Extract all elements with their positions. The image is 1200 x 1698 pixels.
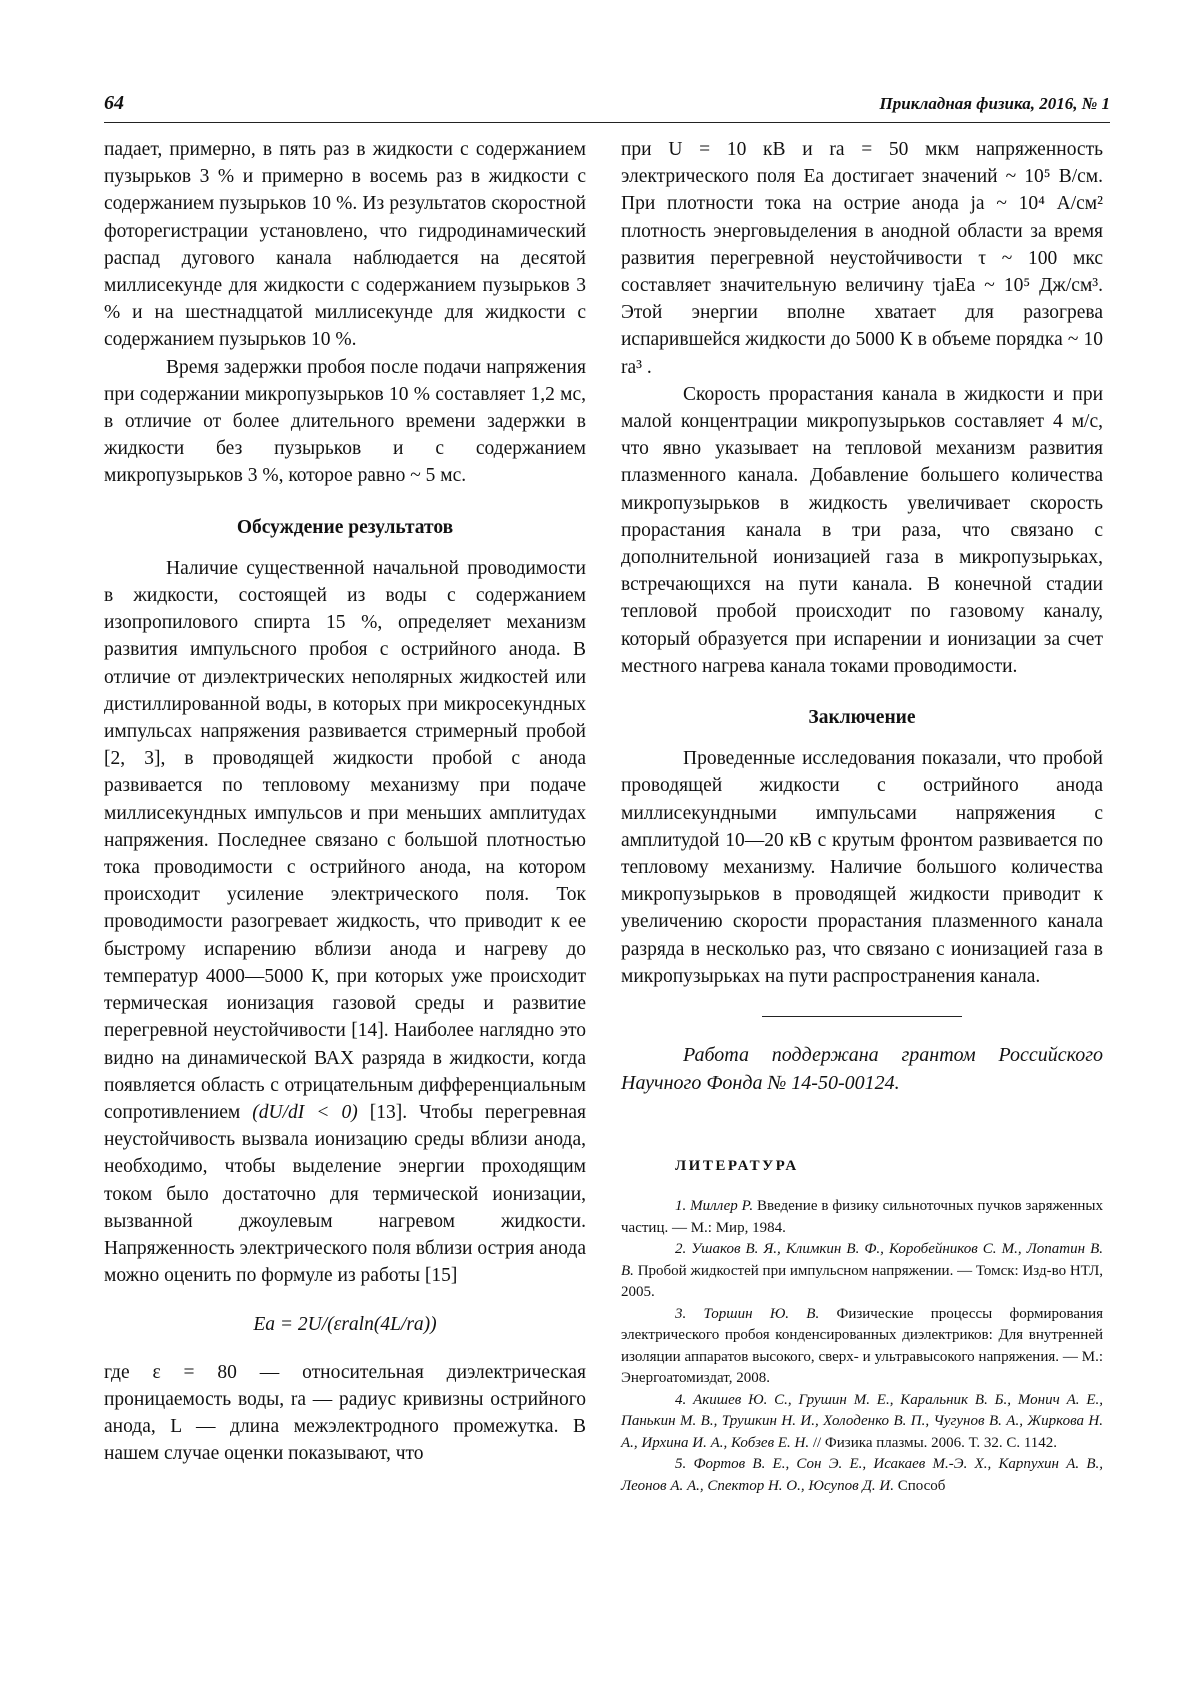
paragraph-text: Наличие существенной начальной проводимости в жидкости, состоящей из воды с содержанием изопропилового спирта 15 %, определяет механизм развития импульсного пробоя с острийного анода. В отличие от диэлектрических неполярных жидкостей или дистиллированной воды, в которых при микросекундных импульсах напряжения развивается стримерный пробой [2, 3], в проводящей жидкости пробой с анода развивается по тепловому механизму при подаче миллисекундных импульсов и при меньших амплитудах напряжения. Последнее связано с большой плотностью тока проводимости с острийного анода, на котором происходит усиление электрического поля. Ток проводимости разогревает жидкость, что приводит к ее быстрому испарению вблизи анода и нагреву до температур 4000—5000 К, при которых уже происходит термическая ионизация газовой среды и развитие перегревной неустойчивости [14]. Наиболее наглядно это видно на динамической ВАХ разряда в жидкости, когда появляется область с отрицательным дифференциальным сопротивлением [104, 557, 586, 1123]
literature-heading: ЛИТЕРАТУРА [675, 1158, 799, 1175]
reference-authors: 1. Миллер Р. [675, 1198, 754, 1215]
journal-title: Прикладная физика, 2016, № 1 [879, 94, 1110, 113]
left-column [104, 136, 586, 1467]
reference-item [621, 1454, 1103, 1497]
right-column [621, 136, 1103, 1497]
page-number: 64 [104, 92, 124, 114]
running-head [104, 92, 1110, 123]
reference-text: Физические процессы формирования электрического пробоя конденсированных диэлектриков: Для внутренней изоляции аппаратов высокого, сверх- и ультравысокого напряжения. — М.: Энергоатомиздат, 2008. [621, 1305, 1103, 1387]
reference-text: // Физика плазмы. 2006. Т. 32. С. 1142. [812, 1434, 1058, 1451]
paragraph: при U = 10 кВ и ra = 50 мкм напряженность электрического поля Ea достигает значений ~ 10⁵ В/см. При плотности тока на острие анода ja ~ 10⁴ А/см² плотность энерговыделения в анодной области за время развития перегревной неустойчивости τ ~ 100 мкс составляет значительную величину τjaEa ~ 10⁵ Дж/см³. Этой энергии вполне хватает для разогрева испарившейся жидкости до 5000 К в объеме порядка ~ 10 ra³ . [621, 139, 1103, 378]
reference-item [621, 1196, 1103, 1239]
reference-text: Введение в физику сильноточных пучков заряженных частиц. — М.: Мир, 1984. [621, 1198, 1103, 1236]
paragraph: Проведенные исследования показали, что пробой проводящей жидкости с острийного анода миллисекундными импульсами напряжения с амплитудой 10—20 кВ с крутым фронтом развивается по тепловому механизму. Наличие большого количества микропузырьков в проводящей жидкости приводит к увеличению скорости прорастания плазменного канала разряда в несколько раз, что связано с ионизацией газа в микропузырьках на пути распространения канала. [621, 748, 1103, 987]
reference-item [621, 1304, 1103, 1390]
section-heading-conclusion: Заключение [808, 707, 916, 729]
grant-acknowledgement: Работа поддержана грантом Российского Научного Фонда № 14-50-00124. [621, 1044, 1103, 1095]
paragraph: где ε = 80 — относительная диэлектрическая проницаемость воды, ra — радиус кривизны острийного анода, L — длина межэлектродного промежутка. В нашем случае оценки показывают, что [104, 1361, 586, 1465]
paragraph [104, 555, 586, 1289]
reference-authors: 2. Ушаков В. Я., Климкин В. Ф., Коробейников С. М., Лопатин В. В. [621, 1241, 1103, 1279]
paragraph: падает, примерно, в пять раз в жидкости с содержанием пузырьков 3 % и примерно в восемь раз в жидкости с содержанием пузырьков 10 %. Из результатов скоростной фоторегистрации установлено, что гидродинамический распад дугового канала наблюдается на десятой миллисекунде для жидкости с содержанием пузырьков 3 % и на шестнадцатой миллисекунде для жидкости с содержанием пузырьков 10 %. [104, 139, 586, 351]
divider [762, 1016, 962, 1017]
reference-item [621, 1390, 1103, 1455]
paragraph: Время задержки пробоя после подачи напряжения при содержании микропузырьков 10 % составляет 1,2 мс, в отличие от более длительного времени задержки в жидкости без пузырьков и с содержанием микропузырьков 3 %, которое равно ~ 5 мс. [104, 356, 586, 487]
section-heading-discussion: Обсуждение результатов [236, 516, 454, 538]
paragraph: Скорость прорастания канала в жидкости и при малой концентрации микропузырьков составляет 4 м/с, что явно указывает на тепловой механизм развития плазменного канала. Добавление большего количества микропузырьков в жидкость увеличивает скорость прорастания канала в три раза, что связано с дополнительной ионизацией газа в микропузырьках, встречающихся на пути канала. В конечной стадии тепловой пробой происходит по газовому каналу, который образуется при испарении и ионизации за счет местного нагрева канала токами проводимости. [621, 383, 1103, 677]
reference-authors: 4. Акишев Ю. С., Грушин М. Е., Каральник В. Б., Монич А. Е., Панькин М. В., Трушкин Н. И., Холоденко В. П., Чугунов В. А., Жиркова Н. А., Ирхина И. А., Кобзев Е. Н. [621, 1391, 1103, 1451]
formula: Ea = 2U/(εraln(4L/ra)) [253, 1314, 437, 1336]
reference-authors: 5. Фортов В. Е., Сон Э. Е., Исакаев М.-Э. Х., Карпухин А. В., Леонов А. А., Спектор Н. О., Юсупов Д. И. [621, 1456, 1103, 1494]
reference-authors: 3. Торшин Ю. В. [675, 1305, 820, 1322]
reference-list [621, 1196, 1103, 1497]
reference-item [621, 1239, 1103, 1304]
reference-text: Пробой жидкостей при импульсном напряжении. — Томск: Изд-во НТЛ, 2005. [621, 1262, 1104, 1301]
paragraph-text: [13]. Чтобы перегревная неустойчивость вызвала ионизацию среды вблизи анода, необходимо, чтобы выделение энергии проходящим током было достаточно для термической ионизации, вызванной джоулевым нагревом жидкости. Напряженность электрического поля вблизи острия анода можно оценить по формуле из работы [15] [104, 1101, 587, 1287]
inline-math: (dU/dI < 0) [252, 1101, 358, 1123]
reference-text: Способ [897, 1477, 946, 1494]
